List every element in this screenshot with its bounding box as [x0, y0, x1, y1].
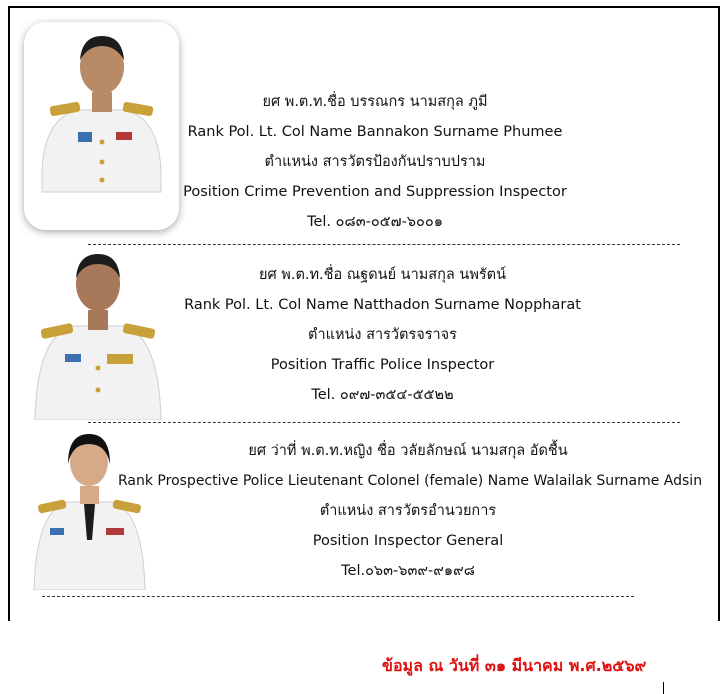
officer-position-en: Position Crime Prevention and Suppression Inspector [183, 184, 567, 200]
officer-photo-1 [24, 22, 179, 230]
data-as-of-note: ข้อมูล ณ วันที่ ๓๑ มีนาคม พ.ศ.๒๕๖๙ [382, 656, 647, 675]
officer-name-th: ยศ พ.ต.ท.ชื่อ บรรณกร นามสกุล ภูมี [262, 94, 488, 110]
text-cursor [663, 682, 664, 694]
officer-tel: Tel. ๐๘๓-๐๕๗-๖๐๐๑ [307, 214, 443, 230]
officer-position-en: Position Traffic Police Inspector [270, 357, 495, 373]
officer-photo-2 [33, 250, 163, 420]
officer-info-2 [165, 260, 600, 410]
officer-portrait [24, 22, 179, 230]
officer-name-en: Rank Pol. Lt. Col Name Bannakon Surname Phumee [187, 124, 563, 140]
separator-line [88, 422, 680, 423]
officer-tel: Tel. ๐๙๗-๓๕๔-๕๕๒๒ [311, 387, 454, 403]
officer-info-1 [180, 87, 570, 237]
separator-line [88, 244, 680, 245]
officer-name-en: Rank Prospective Police Lieutenant Colonel (female) Name Walailak Surname Adsin [118, 473, 703, 489]
officer-tel: Tel.๐๖๓-๖๓๙-๙๑๙๘ [341, 563, 475, 579]
officer-position-th: ตำแหน่ง สารวัตรจราจร [308, 327, 457, 343]
officer-portrait [33, 250, 163, 420]
officer-info-3 [118, 436, 703, 586]
officer-position-th: ตำแหน่ง สารวัตรอำนวยการ [319, 503, 497, 519]
officer-name-th: ยศ ว่าที่ พ.ต.ท.หญิง ชื่อ วลัยลักษณ์ นามสกุล อัดชื้น [248, 443, 568, 459]
officer-position-th: ตำแหน่ง สารวัตรป้องกันปราบปราม [264, 154, 486, 170]
officer-name-th: ยศ พ.ต.ท.ชื่อ ณฐดนย์ นามสกุล นพรัตน์ [258, 267, 507, 283]
officer-position-en: Position Inspector General [312, 533, 504, 549]
separator-line [42, 596, 634, 597]
officer-name-en: Rank Pol. Lt. Col Name Natthadon Surname Noppharat [184, 297, 581, 313]
